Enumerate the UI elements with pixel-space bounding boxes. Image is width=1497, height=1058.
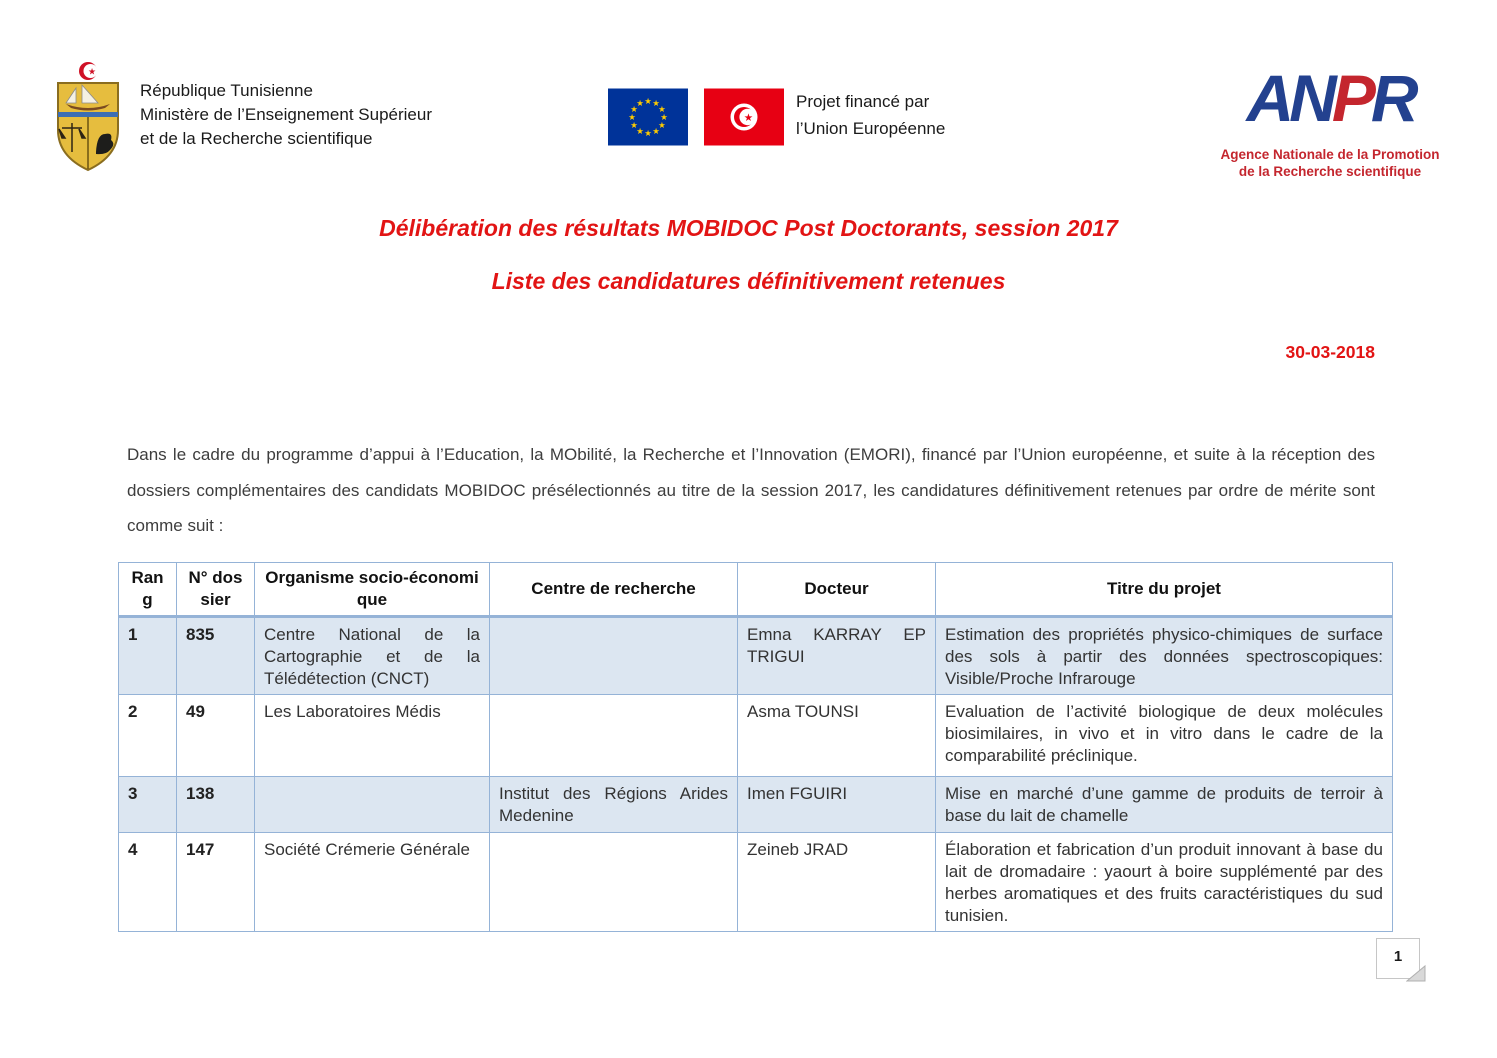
svg-text:★: ★: [628, 113, 636, 123]
ministry-line1: République Tunisienne: [140, 81, 313, 100]
table-header-titre: Titre du projet: [936, 563, 1393, 617]
cell-organisme: Les Laboratoires Médis: [255, 695, 490, 777]
ministry-name: [140, 79, 432, 151]
table-row: [119, 695, 1393, 777]
cell-dossier: 835: [177, 617, 255, 695]
table-header-organisme: Organisme socio-économique: [255, 563, 490, 617]
svg-text:★: ★: [652, 99, 660, 110]
funding-label: [796, 88, 945, 142]
cell-centre: [490, 833, 738, 932]
anpr-letter-a: A: [1246, 61, 1290, 135]
document-title: Délibération des résultats MOBIDOC Post Doctorants, session 2017: [379, 215, 1118, 241]
page-number-box: [1376, 938, 1420, 979]
document-date: 30-03-2018: [1285, 342, 1375, 362]
table-row: [119, 617, 1393, 695]
svg-text:★: ★: [87, 67, 97, 78]
svg-text:★: ★: [743, 111, 754, 124]
svg-text:★: ★: [630, 121, 638, 131]
eu-flag-icon: [608, 88, 688, 146]
cell-rang: 1: [119, 617, 177, 695]
cell-titre: Mise en marché d’une gamme de produits de terroir à base du lait de chamelle: [936, 777, 1393, 833]
cell-titre: Estimation des propriétés physico-chimiques de surface des sols à partir des données spectroscopiques: Visible/Proche Infrarouge: [936, 617, 1393, 695]
table-header-centre: Centre de recherche: [490, 563, 738, 617]
svg-text:★: ★: [660, 113, 668, 123]
svg-text:★: ★: [652, 126, 660, 137]
table-row: [119, 833, 1393, 932]
cell-centre: [490, 695, 738, 777]
ministry-line2: Ministère de l’Enseignement Supérieur: [140, 105, 432, 124]
svg-text:★: ★: [636, 126, 644, 137]
svg-text:★: ★: [636, 99, 644, 110]
anpr-letter-p: P: [1331, 61, 1371, 135]
cell-dossier: 147: [177, 833, 255, 932]
table-body: [119, 617, 1393, 932]
table-header-rang: Rang: [119, 563, 177, 617]
cell-dossier: 49: [177, 695, 255, 777]
cell-docteur: Zeineb JRAD: [738, 833, 936, 932]
anpr-caption: [1210, 146, 1450, 180]
cell-docteur: Emna KARRAY EP TRIGUI: [738, 617, 936, 695]
tunisia-flag-icon: [704, 88, 784, 146]
cell-docteur: Asma TOUNSI: [738, 695, 936, 777]
svg-text:★: ★: [658, 105, 666, 115]
table-header-docteur: Docteur: [738, 563, 936, 617]
table-row: [119, 777, 1393, 833]
anpr-letter-n: N: [1289, 61, 1332, 135]
svg-text:★: ★: [644, 97, 652, 107]
cell-titre: Élaboration et fabrication d’un produit innovant à base du lait de dromadaire : yaourt à boire supplémenté par des herbes aromatiques et des fruits caractéristiques du sud tunisien.: [936, 833, 1393, 932]
results-table: [118, 562, 1393, 932]
cell-centre: [490, 617, 738, 695]
anpr-caption-line2: de la Recherche scientifique: [1238, 164, 1422, 179]
cell-rang: 3: [119, 777, 177, 833]
anpr-logo: [1210, 52, 1450, 180]
page-fold-icon: [1406, 964, 1426, 982]
anpr-letter-r: R: [1370, 61, 1414, 135]
svg-text:★: ★: [644, 129, 652, 139]
cell-organisme: Centre National de la Cartographie et de la Télédétection (CNCT): [255, 617, 490, 695]
svg-text:★: ★: [658, 121, 666, 131]
cell-rang: 2: [119, 695, 177, 777]
funding-line2: l’Union Européenne: [796, 119, 946, 138]
anpr-logo-letters: [1210, 52, 1450, 144]
cell-dossier: 138: [177, 777, 255, 833]
page-number: 1: [1393, 948, 1403, 965]
document-subtitle: Liste des candidatures définitivement retenues: [491, 268, 1006, 294]
ministry-line3: et de la Recherche scientifique: [140, 129, 373, 148]
table-header-row: [119, 563, 1393, 617]
cell-titre: Evaluation de l’activité biologique de deux molécules biosimilaires, in vivo et in vitro dans le cadre de la comparabilité préclinique.: [936, 695, 1393, 777]
table-header-dossier: N° dossier: [177, 563, 255, 617]
funding-line1: Projet financé par: [796, 92, 930, 111]
cell-organisme: [255, 777, 490, 833]
cell-docteur: Imen FGUIRI: [738, 777, 936, 833]
cell-rang: 4: [119, 833, 177, 932]
tunisia-coat-of-arms-icon: [52, 60, 124, 172]
svg-text:★: ★: [630, 105, 638, 115]
cell-centre: Institut des Régions Arides Medenine: [490, 777, 738, 833]
cell-organisme: Société Crémerie Générale: [255, 833, 490, 932]
anpr-caption-line1: Agence Nationale de la Promotion: [1220, 147, 1440, 162]
intro-paragraph: Dans le cadre du programme d’appui à l’Education, la MObilité, la Recherche et l’Innovation (EMORI), financé par l’Union européenne, et suite à la réception des dossiers complémentaires des candidats MOBIDOC présélectionnés au titre de la session 2017, les candidatures définitivement retenues par ordre de mérite sont comme suit :: [127, 445, 1375, 535]
